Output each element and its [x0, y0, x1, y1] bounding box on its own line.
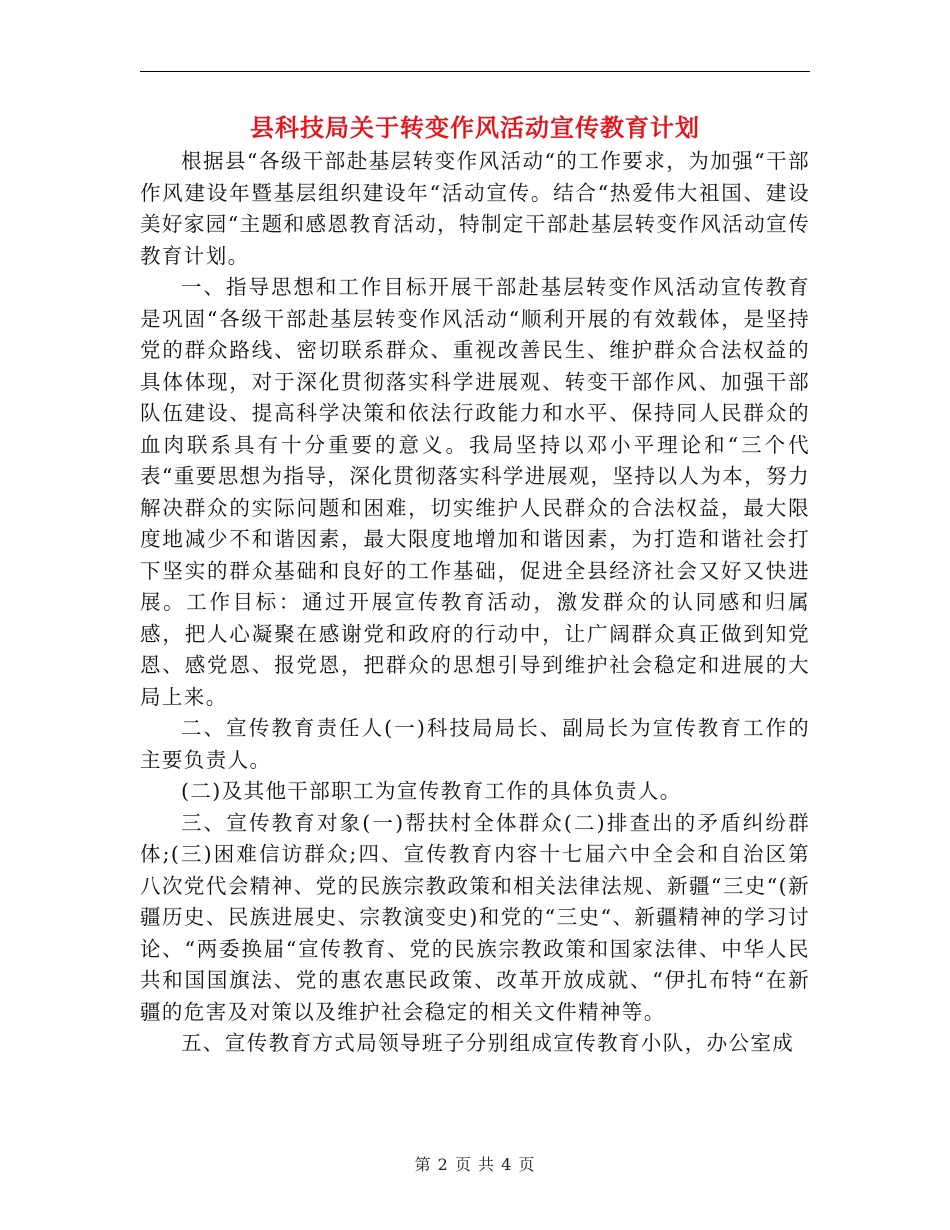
header-rule: [140, 71, 810, 72]
paragraph-section-5: 五、宣传教育方式局领导班子分别组成宣传教育小队，办公室成: [181, 1031, 795, 1055]
paragraph-section-2-sub: (二)及其他干部职工为宣传教育工作的具体负责人。: [181, 779, 682, 803]
paragraph-section-3-4: 三、宣传教育对象(一)帮扶村全体群众(二)排查出的矛盾纠纷群体;(三)困难信访群众;四、宣传教育内容十七届六中全会和自治区第八次党代会精神、党的民族宗教政策和相关法律法规、新疆“三史“(新疆历史、民族进展史、宗教演变史)和党的“三史“、新疆精神的学习讨论、“两委换届“宣传教育、党的民族宗教政策和国家法律、中华人民共和国国旗法、党的惠农惠民政策、改革开放成就、“伊扎布特“在新疆的危害及对策以及维护社会稳定的相关文件精神等。: [140, 810, 810, 1024]
document-title: 县科技局关于转变作风活动宣传教育计划: [250, 113, 700, 142]
page-number-footer: 第 2 页 共 4 页: [414, 1155, 536, 1174]
paragraph-section-2: 二、宣传教育责任人(一)科技局局长、副局长为宣传教育工作的主要负责人。: [140, 716, 810, 772]
document-body: [140, 146, 810, 1060]
paragraph-intro: 根据县“各级干部赴基层转变作风活动“的工作要求，为加强“干部作风建设年暨基层组织建设年“活动宣传。结合“热爱伟大祖国、建设美好家园“主题和感恩教育活动，特制定干部赴基层转变作风活动宣传教育计划。: [140, 149, 810, 268]
paragraph-section-1: 一、指导思想和工作目标开展干部赴基层转变作风活动宣传教育是巩固“各级干部赴基层转变作风活动“顺利开展的有效载体，是坚持党的群众路线、密切联系群众、重视改善民生、维护群众合法权益的具体体现，对于深化贯彻落实科学进展观、转变干部作风、加强干部队伍建设、提高科学决策和依法行政能力和水平、保持同人民群众的血肉联系具有十分重要的意义。我局坚持以邓小平理论和“三个代表“重要思想为指导，深化贯彻落实科学进展观，坚持以人为本，努力解决群众的实际问题和困难，切实维护人民群众的合法权益，最大限度地减少不和谐因素，最大限度地增加和谐因素，为打造和谐社会打下坚实的群众基础和良好的工作基础，促进全县经济社会又好又快进展。工作目标：通过开展宣传教育活动，激发群众的认同感和归属感，把人心凝聚在感谢党和政府的行动中，让广阔群众真正做到知党恩、感党恩、报党恩，把群众的思想引导到维护社会稳定和进展的大局上来。: [140, 275, 810, 709]
